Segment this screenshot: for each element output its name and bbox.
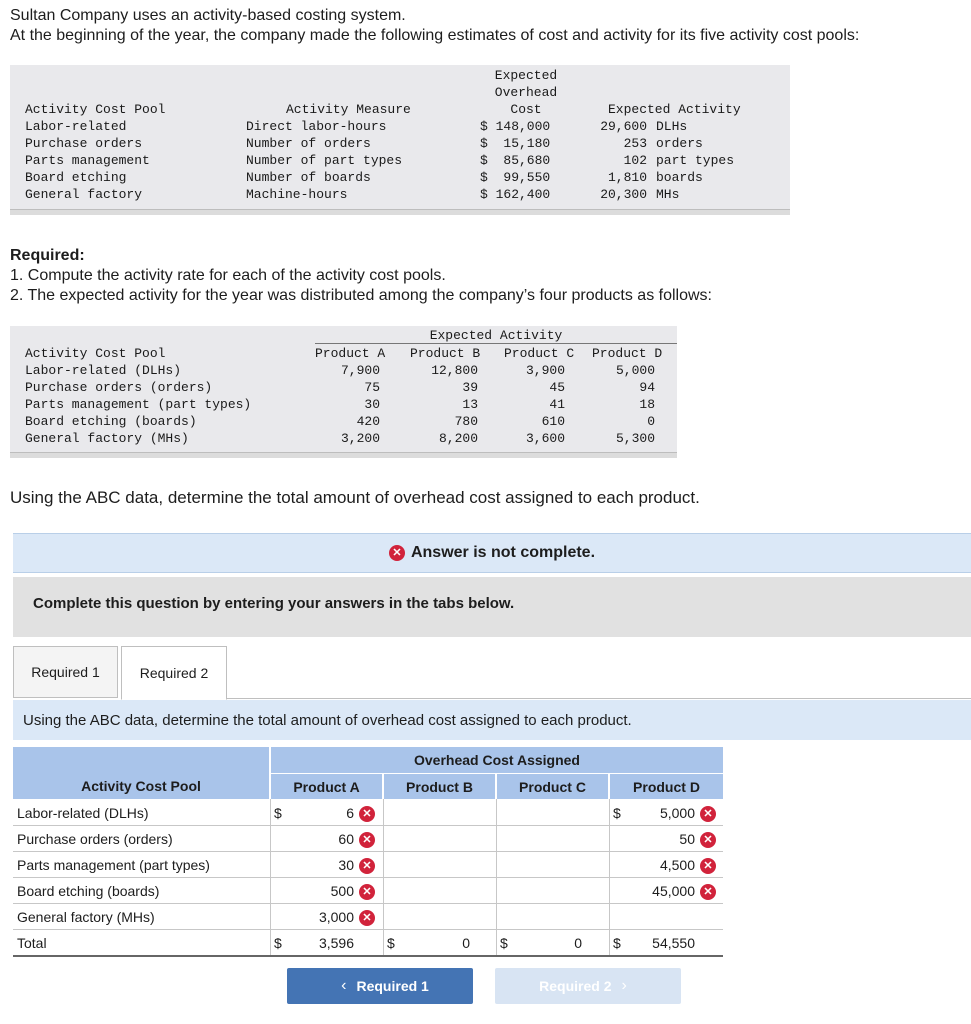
t1-measure: Machine-hours [246,187,348,202]
t2-val-d: 18 [639,397,655,412]
t1-unit: MHs [656,187,680,202]
col-divider [270,799,271,955]
t1-qty: 20,300 [600,187,647,202]
input-orders-a[interactable]: 60 [338,831,354,847]
input-parts-a[interactable]: 30 [338,857,354,873]
previous-button-label: Required 1 [356,978,429,994]
complete-instructions-text: Complete this question by entering your answers in the tabs below. [33,595,515,612]
complete-instructions-box [13,577,971,637]
t2-val-b: 780 [454,414,478,429]
total-product-d: 54,550 [652,935,695,951]
t1-pool: Parts management [25,153,150,168]
header-product-b [384,774,495,799]
incorrect-icon: ✕ [359,884,375,900]
grid-header-pool: Activity Cost Pool [81,778,201,794]
input-factory-a[interactable]: 3,000 [318,909,354,925]
t2-val-c: 41 [549,397,565,412]
header-activity-measure: Activity Measure [286,102,411,117]
t1-pool: Purchase orders [25,136,143,151]
col-divider [609,799,610,955]
t2-val-a: 7,900 [340,363,380,378]
row-label: Parts management (part types) [17,857,210,873]
expected-activity-table [10,326,677,462]
t1-pool: Board etching [25,170,127,185]
t1-cost: $ 148,000 [480,119,551,134]
t2-val-d: 5,000 [615,363,655,378]
cost-estimates-table [10,65,790,220]
header-expected-activity: Expected Activity [608,102,741,117]
t2-val-b: 13 [462,397,478,412]
t1-cost: $ 15,180 [480,136,551,151]
header-product-c-label: Product C [519,778,586,795]
incorrect-icon: ✕ [359,806,375,822]
t1-measure: Direct labor-hours [246,119,387,134]
t2-val-a: 75 [364,380,380,395]
input-labor-d[interactable]: 5,000 [659,805,695,821]
header-product-a-label: Product A [293,778,360,795]
dollar-sign: $ [274,935,282,951]
dollar-sign: $ [274,805,282,821]
row-label: Board etching (boards) [17,883,160,899]
header-product-d-label: Product D [633,778,700,795]
incorrect-icon: ✕ [359,858,375,874]
t2-val-c: 3,600 [525,431,565,446]
intro-line-2: At the beginning of the year, the company made the following estimates of cost and activity for its five activity cost pools: [10,27,860,44]
row-divider [13,877,723,878]
t1-cost: $ 162,400 [480,187,551,202]
answer-status-banner [13,533,971,573]
header-product-a [271,774,382,799]
t1-unit: boards [656,170,703,185]
total-product-c: 0 [574,935,582,951]
header-overhead: Overhead [494,85,558,100]
row-divider [13,903,723,904]
t2-val-b: 39 [462,380,478,395]
row-divider [13,955,723,957]
t1-unit: part types [656,153,735,168]
header-expected: Expected [494,68,558,83]
chevron-left-icon: ‹ [341,977,347,994]
header-activity-cost-pool: Activity Cost Pool [25,102,166,117]
incorrect-icon: ✕ [700,884,716,900]
question-text: Using the ABC data, determine the total amount of overhead cost assigned to each product. [10,488,700,507]
t2-val-d: 5,300 [615,431,655,446]
incorrect-icon: ✕ [700,832,716,848]
previous-required-button[interactable] [287,968,473,1004]
tab-divider [227,698,971,699]
next-button-label: Required 2 [539,978,612,994]
dollar-sign: $ [613,805,621,821]
incorrect-icon: ✕ [700,806,716,822]
header-pool-cell [13,747,269,799]
header-cost: Cost [510,102,542,117]
t2-pool: General factory (MHs) [25,431,189,446]
t2-val-d: 0 [647,414,655,429]
t2-header-pool: Activity Cost Pool [25,346,166,361]
t2-val-c: 45 [549,380,565,395]
header-product-b-label: Product B [406,778,473,795]
total-product-b: 0 [462,935,470,951]
header-product-c [497,774,608,799]
row-divider [13,929,723,930]
t2-header-product-d: Product D [592,346,663,361]
incorrect-icon: ✕ [359,832,375,848]
t1-cost: $ 99,550 [480,170,551,185]
row-divider [13,851,723,852]
tab-required-1[interactable]: Required 1 [13,646,118,698]
input-labor-a[interactable]: 6 [346,805,354,821]
incorrect-icon: ✕ [359,910,375,926]
chevron-right-icon: › [621,977,627,994]
t2-pool: Purchase orders (orders) [25,380,213,395]
answer-status-text: Answer is not complete. [410,544,596,561]
t2-val-a: 420 [356,414,380,429]
t2-header-product-c: Product C [504,346,575,361]
t2-val-d: 94 [639,380,655,395]
t2-header-product-a: Product A [315,346,386,361]
x-circle-icon: ✕ [389,545,405,561]
input-parts-d[interactable]: 4,500 [659,857,695,873]
input-etching-d[interactable]: 45,000 [652,883,695,899]
t2-val-b: 8,200 [438,431,478,446]
t1-qty: 253 [623,136,647,151]
header-group-cell [271,747,723,773]
tab-required-2[interactable]: Required 2 [121,646,227,700]
row-label: Purchase orders (orders) [17,831,173,847]
t2-val-c: 3,900 [525,363,565,378]
overhead-answer-grid [13,747,723,957]
total-product-a: 3,596 [318,935,354,951]
t2-pool: Parts management (part types) [25,397,252,412]
row-label: Labor-related (DLHs) [17,805,149,821]
t1-unit: orders [656,136,703,151]
t1-pool: General factory [25,187,143,202]
t1-qty: 1,810 [607,170,647,185]
t1-qty: 102 [623,153,647,168]
instruction-bar: Using the ABC data, determine the total amount of overhead cost assigned to each product. [13,700,971,740]
required-item-2: 2. The expected activity for the year was distributed among the company’s four products as follows: [10,287,712,304]
required-title: Required: [10,247,85,264]
t1-measure: Number of part types [246,153,403,168]
t2-val-b: 12,800 [431,363,478,378]
t1-measure: Number of orders [246,136,371,151]
t2-header-product-b: Product B [410,346,481,361]
problem-intro [10,6,859,46]
t1-pool: Labor-related [25,119,127,134]
t1-cost: $ 85,680 [480,153,551,168]
row-divider [13,825,723,826]
input-labor-c[interactable] [497,800,608,825]
t1-measure: Number of boards [246,170,371,185]
dollar-sign: $ [500,935,508,951]
dollar-sign: $ [387,935,395,951]
grid-header-group: Overhead Cost Assigned [414,752,580,768]
dollar-sign: $ [613,935,621,951]
header-product-d [610,774,723,799]
expected-activity-header: Expected Activity [429,328,563,343]
t2-pool: Labor-related (DLHs) [25,363,182,378]
t2-val-c: 610 [541,414,565,429]
t2-val-a: 30 [364,397,380,412]
total-label: Total [17,935,47,951]
intro-line-1: Sultan Company uses an activity-based costing system. [10,7,406,24]
required-item-1: 1. Compute the activity rate for each of the activity cost pools. [10,267,446,284]
incorrect-icon: ✕ [700,858,716,874]
t1-unit: DLHs [656,119,688,134]
t2-val-a: 3,200 [340,431,380,446]
input-labor-b[interactable] [384,800,495,825]
t1-qty: 29,600 [600,119,647,134]
row-label: General factory (MHs) [17,909,155,925]
next-required-button[interactable] [495,968,681,1004]
t2-pool: Board etching (boards) [25,414,197,429]
required-section [10,246,712,306]
input-etching-a[interactable]: 500 [330,883,354,899]
input-orders-d[interactable]: 50 [679,831,695,847]
